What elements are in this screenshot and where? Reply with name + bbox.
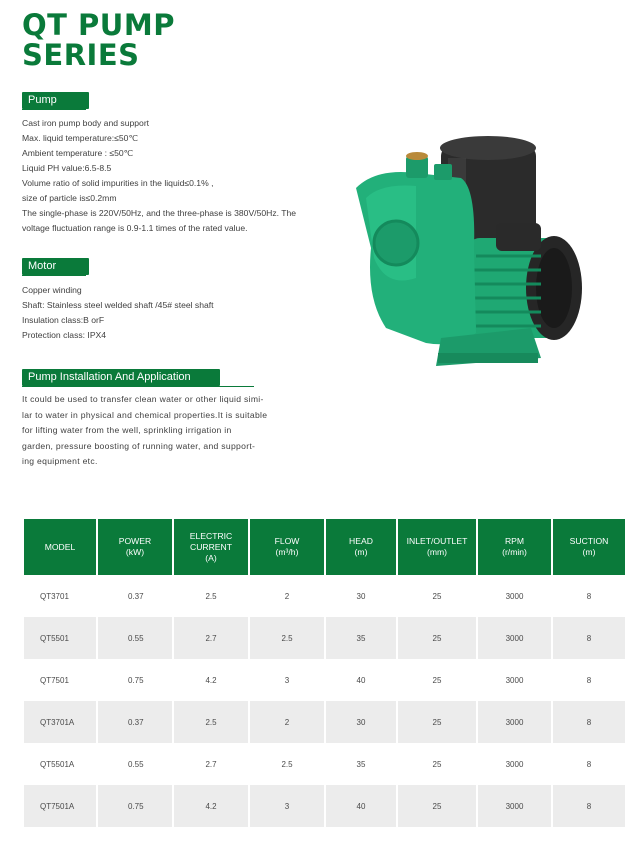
installation-section-heading: Pump Installation And Application	[22, 369, 220, 386]
cell-current: 4.2	[174, 659, 248, 701]
pump-product-image	[346, 128, 586, 373]
cell-head: 35	[326, 617, 396, 659]
cell-current: 2.5	[174, 701, 248, 743]
cell-flow: 2.5	[250, 617, 324, 659]
cell-power: 0.37	[98, 701, 172, 743]
cell-suction: 8	[553, 701, 625, 743]
table-row	[24, 659, 625, 701]
pump-line: Max. liquid temperature:≤50℃	[22, 133, 139, 143]
motor-line: Shaft: Stainless steel welded shaft /45# steel shaft	[22, 300, 214, 310]
table-row	[24, 701, 625, 743]
cell-inlet-outlet: 25	[398, 743, 476, 785]
title-line-1: QT PUMP	[22, 8, 175, 42]
cell-rpm: 3000	[478, 617, 551, 659]
tank-top	[440, 136, 536, 160]
cell-suction: 8	[553, 659, 625, 701]
installation-line: for lifting water from the well, sprinkling irrigation in	[22, 425, 232, 435]
installation-heading-underline	[22, 386, 254, 387]
cell-current: 4.2	[174, 785, 248, 827]
motor-line: Copper winding	[22, 285, 82, 295]
pump-line: Ambient temperature : ≤50℃	[22, 148, 134, 158]
cell-power: 0.55	[98, 617, 172, 659]
header-suction: SUCTION (m)	[553, 519, 625, 575]
cell-model: QT5501	[24, 617, 96, 659]
cell-head: 30	[326, 575, 396, 617]
cell-current: 2.7	[174, 617, 248, 659]
cell-rpm: 3000	[478, 785, 551, 827]
cell-power: 0.75	[98, 659, 172, 701]
header-electric-current: ELECTRIC CURRENT (A)	[174, 519, 248, 575]
cell-flow: 2	[250, 701, 324, 743]
cell-head: 30	[326, 701, 396, 743]
cell-flow: 3	[250, 659, 324, 701]
cell-suction: 8	[553, 785, 625, 827]
header-model: MODEL	[24, 519, 96, 575]
header-power: POWER (kW)	[98, 519, 172, 575]
installation-description	[22, 392, 272, 470]
cell-suction: 8	[553, 617, 625, 659]
cell-inlet-outlet: 25	[398, 659, 476, 701]
pump-line: Liquid PH value:6.5-8.5	[22, 163, 112, 173]
pump-line: Volume ratio of solid impurities in the liquid≤0.1% ,	[22, 178, 214, 188]
pump-line: voltage fluctuation range is 0.9-1.1 times of the rated value.	[22, 223, 248, 233]
cell-flow: 3	[250, 785, 324, 827]
installation-line: It could be used to transfer clean water or other liquid simi-	[22, 394, 264, 404]
cell-current: 2.7	[174, 743, 248, 785]
pump-line: The single-phase is 220V/50Hz, and the three-phase is 380V/50Hz. The	[22, 208, 297, 218]
header-head: HEAD (m)	[326, 519, 396, 575]
cell-inlet-outlet: 25	[398, 617, 476, 659]
table-row	[24, 743, 625, 785]
cell-model: QT5501A	[24, 743, 96, 785]
header-flow: FLOW (m³/h)	[250, 519, 324, 575]
cell-power: 0.55	[98, 743, 172, 785]
title-line-2: SERIES	[22, 38, 140, 72]
header-inlet-outlet: INLET/OUTLET (mm)	[398, 519, 476, 575]
cell-model: QT3701	[24, 575, 96, 617]
table-row	[24, 575, 625, 617]
cell-model: QT3701A	[24, 701, 96, 743]
cell-suction: 8	[553, 575, 625, 617]
installation-line: lar to water in physical and chemical properties.It is suitable	[22, 409, 268, 420]
pump-heading-underline	[22, 109, 86, 110]
motor-heading-underline	[22, 275, 86, 276]
header-rpm: RPM (r/min)	[478, 519, 551, 575]
cell-flow: 2.5	[250, 743, 324, 785]
pump-section-heading: Pump	[22, 92, 89, 109]
cell-model: QT7501	[24, 659, 96, 701]
installation-line: ing equipment etc.	[22, 456, 98, 466]
cell-model: QT7501A	[24, 785, 96, 827]
cell-inlet-outlet: 25	[398, 785, 476, 827]
cell-power: 0.37	[98, 575, 172, 617]
cell-suction: 8	[553, 743, 625, 785]
pump-description	[22, 116, 322, 236]
motor-line: Insulation class:B orF	[22, 315, 105, 325]
capacitor-box	[496, 223, 541, 251]
cell-current: 2.5	[174, 575, 248, 617]
cell-flow: 2	[250, 575, 324, 617]
table-row	[24, 785, 625, 827]
motor-description	[22, 283, 214, 343]
pump-line: size of particle is≤0.2mm	[22, 193, 117, 203]
cell-inlet-outlet: 25	[398, 701, 476, 743]
table-header-row	[24, 519, 625, 575]
cell-head: 40	[326, 785, 396, 827]
cell-head: 40	[326, 659, 396, 701]
motor-section-heading: Motor	[22, 258, 89, 275]
specification-table	[22, 519, 627, 827]
cell-head: 35	[326, 743, 396, 785]
cell-power: 0.75	[98, 785, 172, 827]
cell-inlet-outlet: 25	[398, 575, 476, 617]
motor-line: Protection class: IPX4	[22, 330, 107, 340]
table-row	[24, 617, 625, 659]
cell-rpm: 3000	[478, 575, 551, 617]
page-title	[22, 10, 175, 70]
installation-line: garden, pressure boosting of running water, and support-	[22, 440, 256, 451]
cell-rpm: 3000	[478, 701, 551, 743]
cell-rpm: 3000	[478, 659, 551, 701]
pump-line: Cast iron pump body and support	[22, 118, 150, 128]
cell-rpm: 3000	[478, 743, 551, 785]
